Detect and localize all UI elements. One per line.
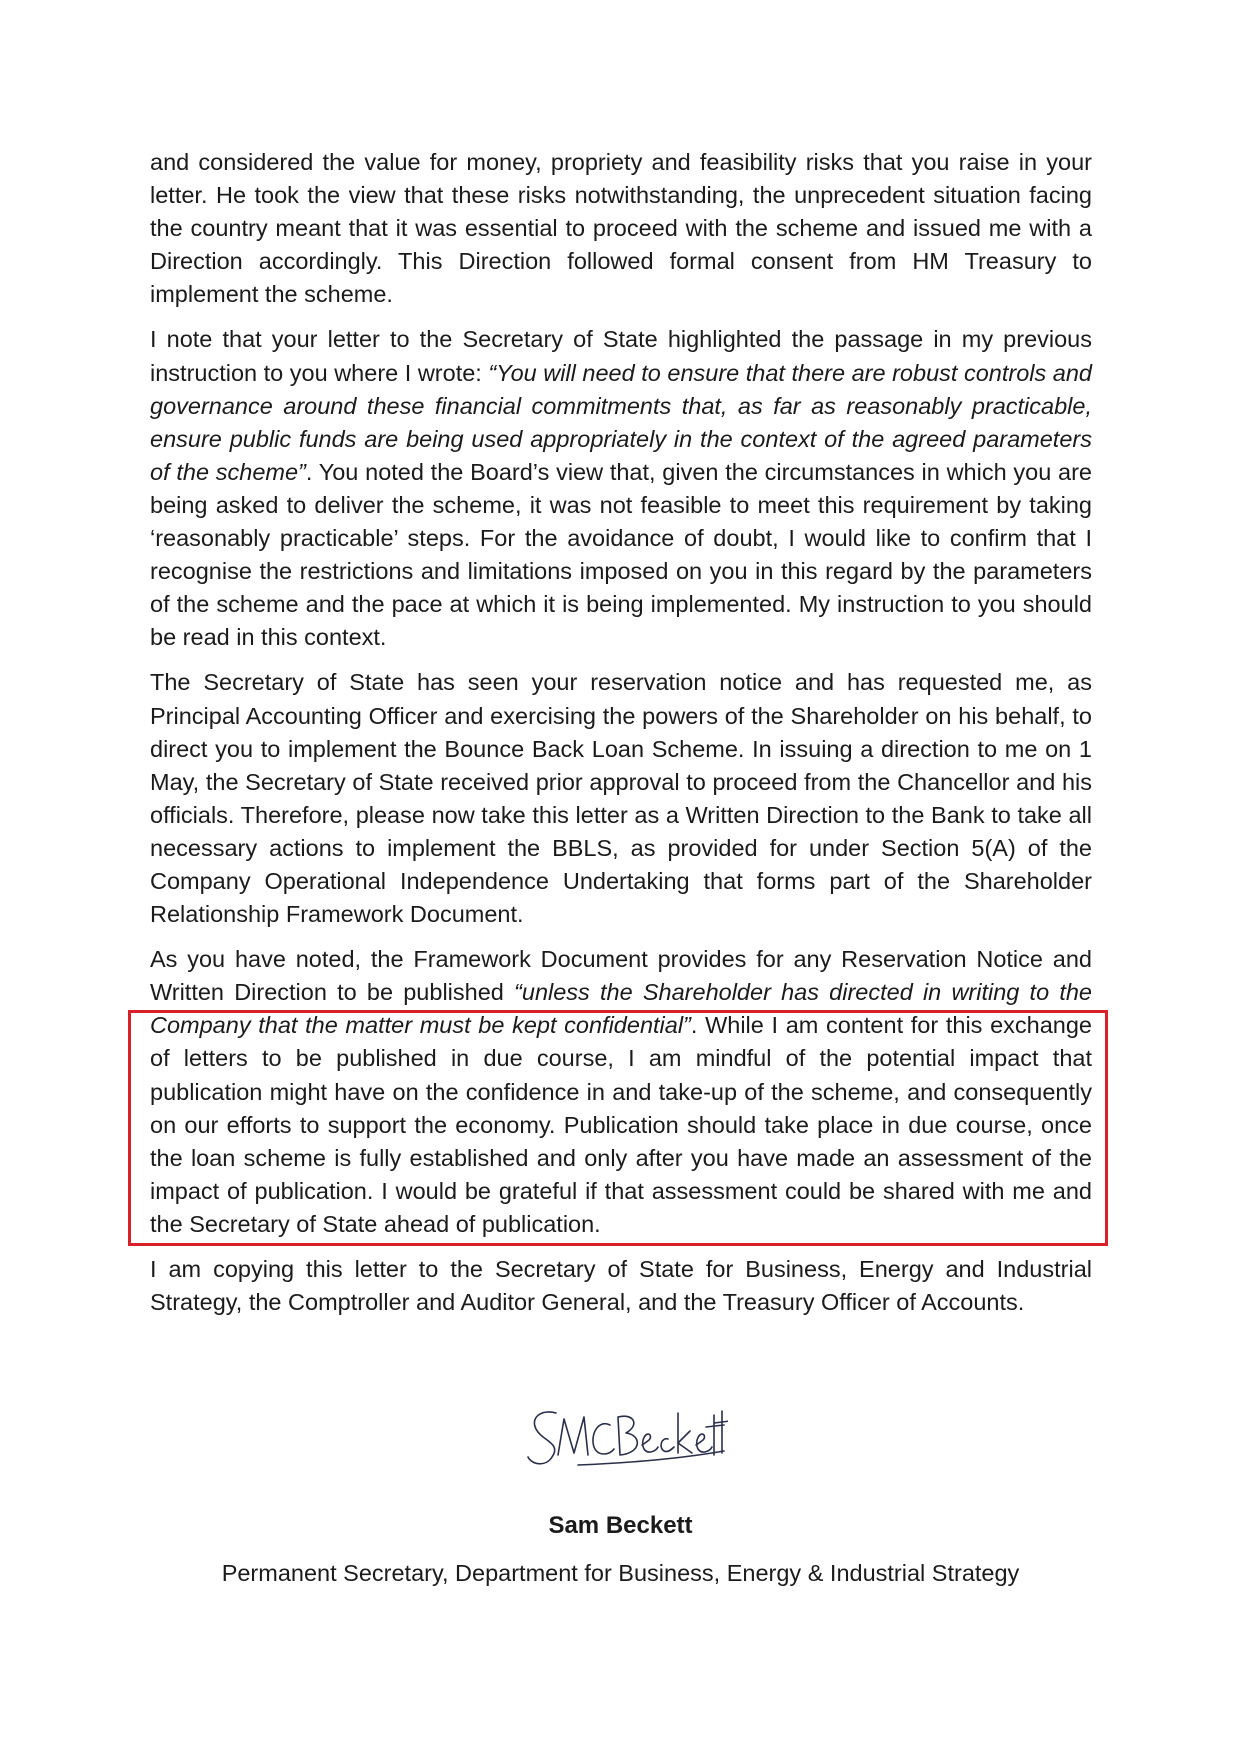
highlight-box xyxy=(128,1010,1108,1246)
paragraph-2-quote: “You will need to ensure that there are robust controls and governance around these financial commitments that, as far as reasonably practicable, ensure public funds are being used appropriately in the context of the agreed parameters of the scheme” xyxy=(150,359,1092,485)
paragraph-4-text-b: . While I am content for this exchange of letters to be published in due course, I am mindful of the potential impact that publication might have on the confidence in and take-up of the scheme, and consequently on our efforts to support the economy. Publication should take place in due course, once the loan scheme is fully established and only after you have made an assessment of the impact of publication. I would be grateful if that assessment could be shared with me and the Secretary of State ahead of publication. xyxy=(150,1012,1092,1237)
paragraph-5 xyxy=(150,1253,1092,1319)
paragraph-3 xyxy=(150,666,1092,931)
paragraph-2-text-b: . You noted the Board’s view that, given the circumstances in which you are being asked to deliver the scheme, it was not feasible to meet this requirement by taking ‘reasonably practicable’ steps. For the avoidance of doubt, I would like to confirm that I recognise the restrictions and limitations imposed on you in this regard by the parameters of the scheme and the pace at which it is being implemented. My instruction to you should be read in this context. xyxy=(150,458,1092,651)
signer-name: Sam Beckett xyxy=(548,1512,693,1539)
paragraph-1-text: and considered the value for money, propriety and feasibility risks that you raise in your letter. He took the view that these risks notwithstanding, the unprecedent situation facing the country meant that it was essential to proceed with the scheme and issued me with a Direction accordingly. This Direction followed formal consent from HM Treasury to implement the scheme. xyxy=(150,149,1092,308)
paragraph-4-quote: “unless the Shareholder has directed in writing to the Company that the matter must be kept confidential” xyxy=(150,979,1093,1039)
paragraph-3-text: The Secretary of State has seen your reservation notice and has requested me, as Principal Accounting Officer and exercising the powers of the Shareholder on his behalf, to direct you to implement the Bounce Back Loan Scheme. In issuing a direction to me on 1 May, the Secretary of State received prior approval to proceed from the Chancellor and his officials. Therefore, please now take this letter as a Written Direction to the Bank to take all necessary actions to implement the BBLS, as provided for under Section 5(A) of the Company Operational Independence Undertaking that forms part of the Shareholder Relationship Framework Document. xyxy=(150,669,1092,928)
signer-role: Permanent Secretary, Department for Business, Energy & Industrial Strategy xyxy=(221,1560,1020,1586)
paragraph-2-text-a: I note that your letter to the Secretary of State highlighted the passage in my previous instruction to you where I wrote: xyxy=(150,326,1092,386)
paragraph-2 xyxy=(150,323,1092,654)
paragraph-1 xyxy=(150,146,1092,311)
paragraph-5-text: I am copying this letter to the Secretary of State for Business, Energy and Industrial Strategy, the Comptroller and Auditor General, and the Treasury Officer of Accounts. xyxy=(150,1256,1092,1316)
paragraph-4-text-a: As you have noted, the Framework Document provides for any Reservation Notice and Written Direction to be published xyxy=(150,946,1092,1006)
signature-image xyxy=(518,1395,728,1485)
handwritten-signature-icon xyxy=(518,1395,728,1485)
